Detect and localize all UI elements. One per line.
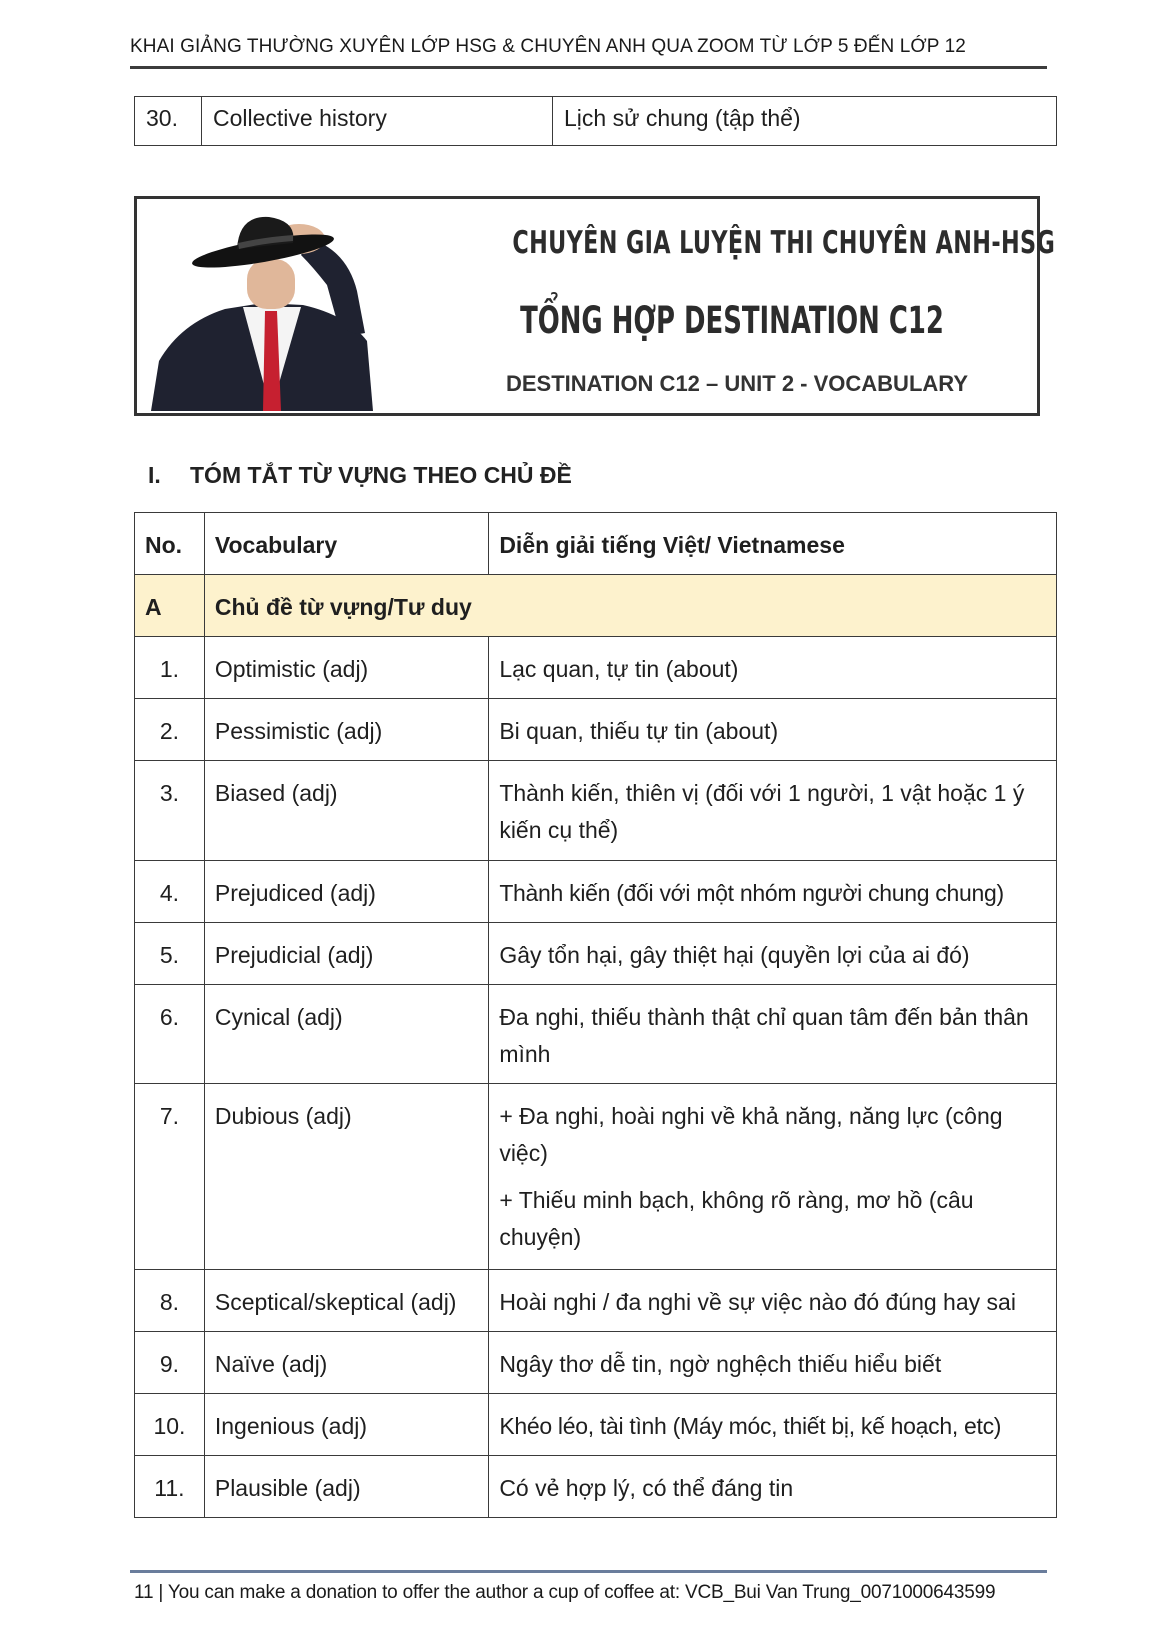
- table-row: [135, 1270, 1057, 1332]
- row-number: 8.: [135, 1270, 205, 1332]
- row-number: 11.: [135, 1456, 205, 1518]
- header-vocabulary: Vocabulary: [204, 513, 488, 575]
- page-footer: 11 | You can make a donation to offer the author a cup of coffee at: VCB_Bui Van Trung_0071000643599: [134, 1582, 996, 1603]
- row-number: 7.: [135, 1084, 205, 1270]
- meaning-cell: Hoài nghi / đa nghi về sự việc nào đó đúng hay sai: [489, 1270, 1057, 1332]
- row-number: 5.: [135, 923, 205, 985]
- meaning-cell: Lịch sử chung (tập thể): [553, 97, 1057, 146]
- instructor-photo: [151, 211, 381, 411]
- row-number: 30.: [135, 97, 202, 146]
- table-row: [135, 861, 1057, 923]
- vocab-cell: Dubious (adj): [204, 1084, 488, 1270]
- row-number: 4.: [135, 861, 205, 923]
- table-row: [135, 761, 1057, 861]
- meaning-cell: Có vẻ hợp lý, có thể đáng tin: [489, 1456, 1057, 1518]
- row-number: 2.: [135, 699, 205, 761]
- group-letter: A: [135, 575, 205, 637]
- meaning-cell: Gây tổn hại, gây thiệt hại (quyền lợi của ai đó): [489, 923, 1057, 985]
- table-row: [135, 923, 1057, 985]
- page-header: KHAI GIẢNG THƯỜNG XUYÊN LỚP HSG & CHUYÊN ANH QUA ZOOM TỪ LỚP 5 ĐẾN LỚP 12: [130, 36, 966, 57]
- row-number: 3.: [135, 761, 205, 861]
- meaning-cell: Thành kiến, thiên vị (đối với 1 người, 1 vật hoặc 1 ý kiến cụ thể): [489, 761, 1057, 861]
- section-title: TÓM TẮT TỪ VỰNG THEO CHỦ ĐỀ: [190, 462, 572, 488]
- banner-subtitle: DESTINATION C12 – UNIT 2 - VOCABULARY: [505, 371, 969, 396]
- section-number: I.: [148, 462, 161, 488]
- table-row: [135, 1084, 1057, 1270]
- meaning-line: + Thiếu minh bạch, không rõ ràng, mơ hồ (câu chuyện): [499, 1187, 974, 1250]
- vocab-cell: Biased (adj): [204, 761, 488, 861]
- table-row: [135, 699, 1057, 761]
- meaning-cell: Bi quan, thiếu tự tin (about): [489, 699, 1057, 761]
- meaning-cell: Đa nghi, thiếu thành thật chỉ quan tâm đến bản thân mình: [489, 985, 1057, 1084]
- vocab-cell: Optimistic (adj): [204, 637, 488, 699]
- footer-divider: [130, 1570, 1047, 1573]
- vocab-cell: Plausible (adj): [204, 1456, 488, 1518]
- group-label: Chủ đề từ vựng/Tư duy: [204, 575, 1056, 637]
- table-row: [135, 985, 1057, 1084]
- vocab-cell: Collective history: [202, 97, 553, 146]
- table-row: [135, 1332, 1057, 1394]
- table-row: [135, 637, 1057, 699]
- table-row: [135, 97, 1057, 146]
- group-row: [135, 575, 1057, 637]
- meaning-line: + Đa nghi, hoài nghi về khả năng, năng lực (công việc): [499, 1103, 1003, 1166]
- banner-title-secondary: TỔNG HỢP DESTINATION C12: [520, 299, 944, 342]
- row-number: 9.: [135, 1332, 205, 1394]
- header-divider: [130, 66, 1047, 69]
- course-banner: [134, 196, 1056, 416]
- vocab-cell: Prejudicial (adj): [204, 923, 488, 985]
- vocab-cell: Sceptical/skeptical (adj): [204, 1270, 488, 1332]
- row-number: 6.: [135, 985, 205, 1084]
- table-header-row: [135, 513, 1057, 575]
- vocab-cell: Cynical (adj): [204, 985, 488, 1084]
- vocab-cell: Ingenious (adj): [204, 1394, 488, 1456]
- meaning-cell: Khéo léo, tài tình (Máy móc, thiết bị, kế hoạch, etc): [489, 1394, 1057, 1456]
- meaning-cell: Ngây thơ dễ tin, ngờ nghệch thiếu hiểu biết: [489, 1332, 1057, 1394]
- row-number: 10.: [135, 1394, 205, 1456]
- header-vietnamese: Diễn giải tiếng Việt/ Vietnamese: [489, 513, 1057, 575]
- meaning-cell: Lạc quan, tự tin (about): [489, 637, 1057, 699]
- vocab-cell: Prejudiced (adj): [204, 861, 488, 923]
- table-row: [135, 1394, 1057, 1456]
- vocabulary-table: [134, 512, 1057, 1518]
- banner-title: CHUYÊN GIA LUYỆN THI CHUYÊN ANH-HSG: [512, 225, 1056, 261]
- meaning-cell: [489, 1084, 1057, 1270]
- section-heading: [148, 462, 572, 489]
- vocab-cell: Naïve (adj): [204, 1332, 488, 1394]
- row-number: 1.: [135, 637, 205, 699]
- table-row: [135, 1456, 1057, 1518]
- vocab-cell: Pessimistic (adj): [204, 699, 488, 761]
- header-no: No.: [135, 513, 205, 575]
- continued-vocab-table: [134, 96, 1057, 146]
- meaning-cell: Thành kiến (đối với một nhóm người chung chung): [489, 861, 1057, 923]
